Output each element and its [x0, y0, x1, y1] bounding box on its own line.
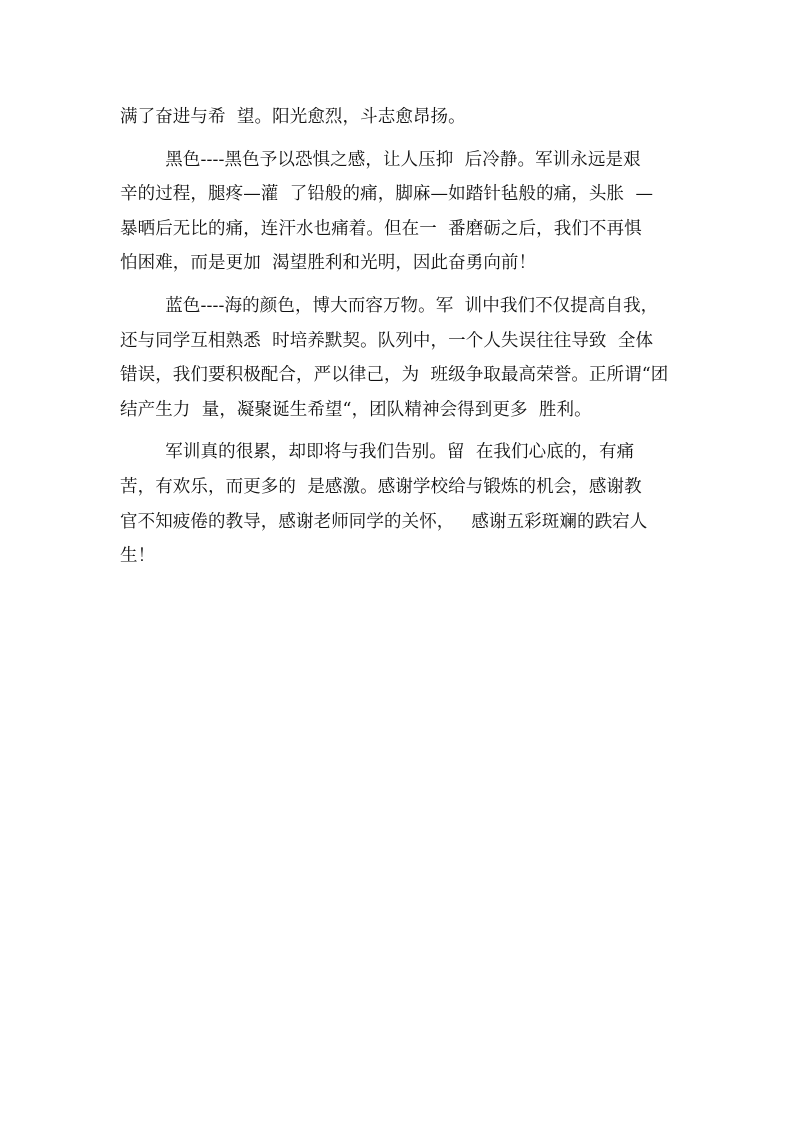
text-line: 辛的过程，腿疼—灌 了铅般的痛，脚麻—如踏针毡般的痛，头胀 —	[120, 184, 654, 205]
text-line: 军训真的很累，却即将与我们告别。留 在我们心底的，有痛	[120, 442, 635, 463]
text-line: 蓝色----海的颜色，博大而容万物。军 训中我们不仅提高自我，	[120, 295, 659, 316]
text-line: 黑色----黑色予以恐惧之感，让人压抑 后冷静。军训永远是艰	[120, 149, 641, 170]
text-line: 怕困难，而是更加 渴望胜利和光明，因此奋勇向前！	[120, 253, 537, 274]
text-line: 满了奋进与希 望。阳光愈烈，斗志愈昂扬。	[120, 107, 466, 127]
document-body	[120, 100, 680, 574]
text-line: 暴晒后无比的痛，连汗水也痛着。但在一 番磨砺之后，我们不再惧	[120, 218, 642, 239]
paragraph-gap	[120, 135, 680, 143]
paragraph-gap	[120, 427, 680, 435]
text-line: 生！	[120, 546, 156, 567]
text-line: 还与同学互相熟悉 时培养默契。队列中，一个人失误往往导致 全体	[120, 330, 654, 351]
text-line: 结产生力 量，凝聚诞生希望“，团队精神会得到更多 胜利。	[120, 399, 592, 420]
paragraph-gap	[120, 281, 680, 289]
text-line: 错误，我们要积极配合，严以律己，为 班级争取最高荣誉。正所谓“团	[120, 365, 669, 386]
text-line: 官不知疲倦的教导，感谢老师同学的关怀， 感谢五彩斑斓的跌宕人	[120, 511, 648, 532]
text-line: 苦，有欢乐，而更多的 是感激。感谢学校给与锻炼的机会，感谢教	[120, 476, 642, 497]
